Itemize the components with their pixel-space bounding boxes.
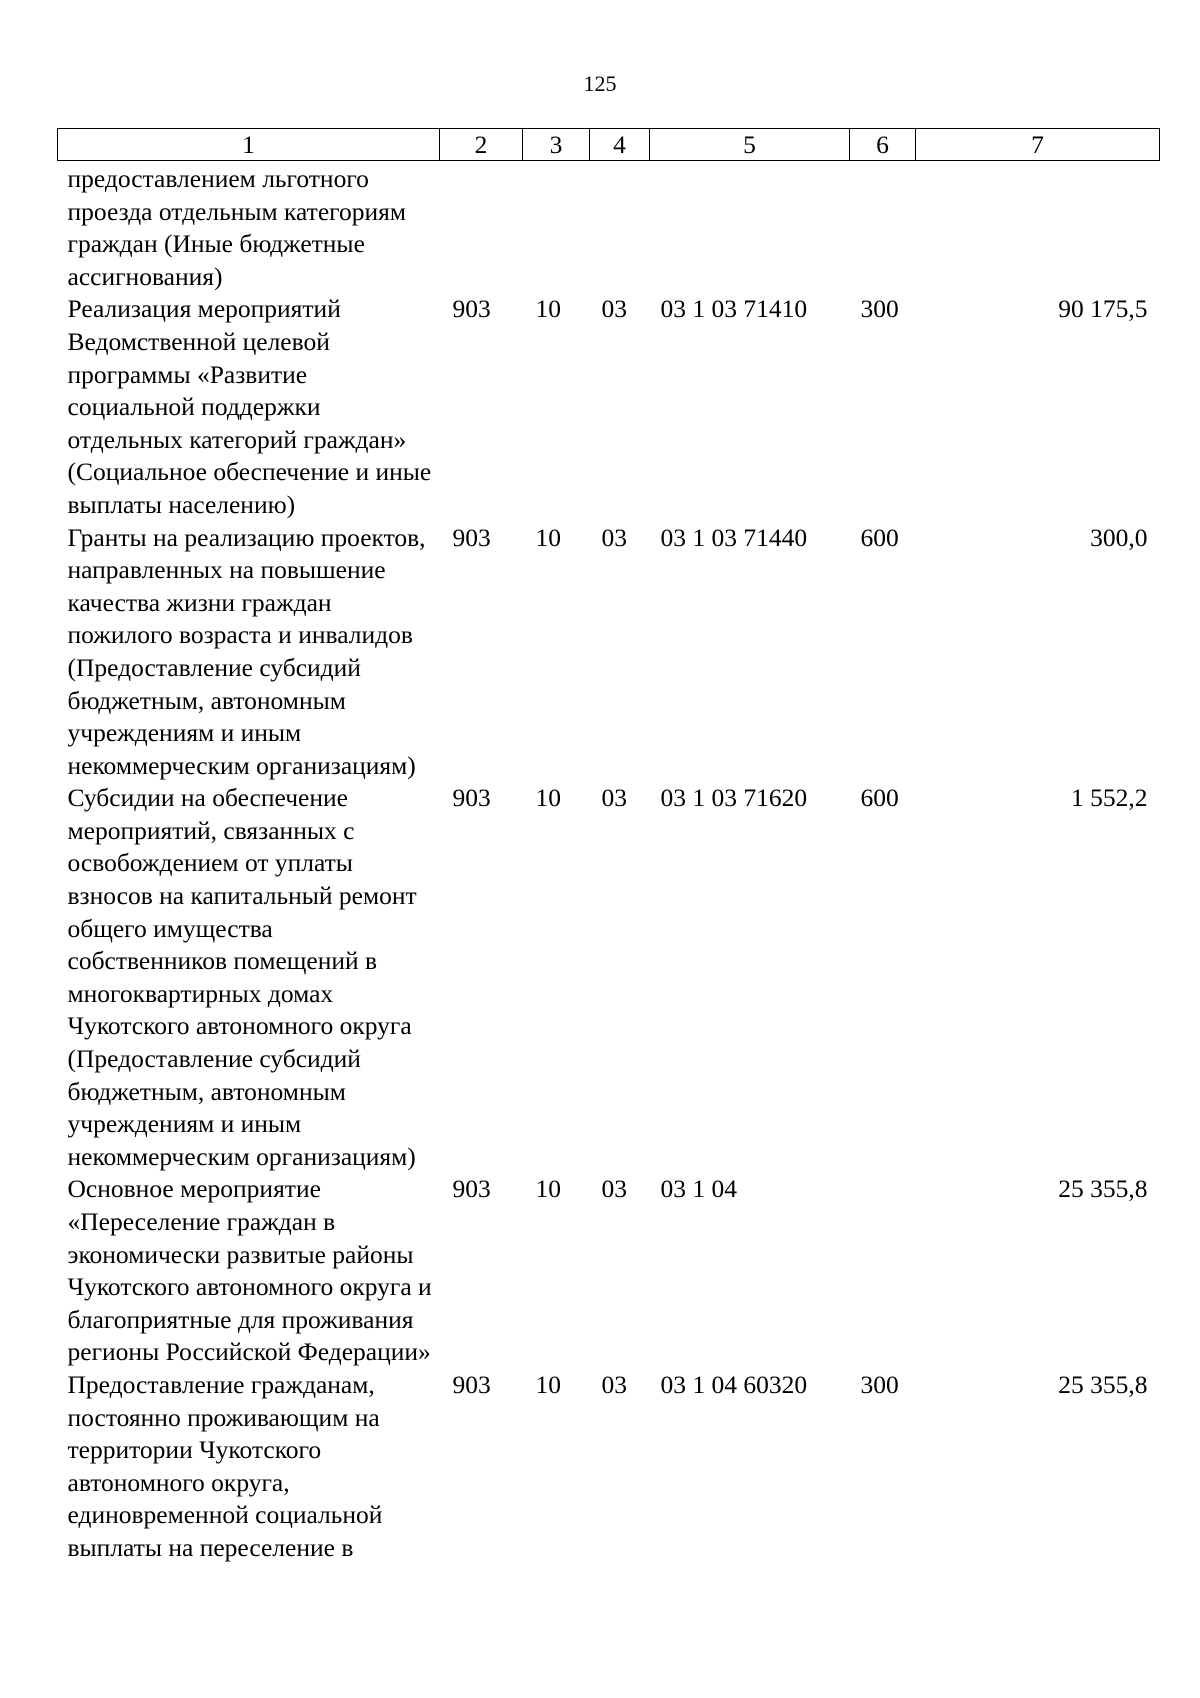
row-description: Субсидии на обеспечение мероприятий, связанных с освобождением от уплаты взносов на капитальный ремонт общего имущества собственников помещений в многоквартирных домах Чукотского автономного округа (Предоставление субсидий бюджетным, автономным учреждениям и иным некоммерческим организациям)	[67, 783, 417, 1171]
row-section: 10	[535, 1174, 561, 1204]
row-target-article: 03 1 04	[660, 1174, 737, 1204]
row-expense-type: 600	[860, 783, 899, 813]
row-amount: 90 175,5	[1058, 294, 1148, 324]
row-target-article: 03 1 03 71440	[660, 522, 808, 552]
table-row	[58, 293, 1160, 521]
row-subsection: 03	[601, 783, 627, 813]
row-expense-type	[850, 161, 916, 294]
page-number: 125	[583, 71, 617, 96]
row-admin-code: 903	[452, 1174, 491, 1204]
row-subsection: 03	[601, 522, 627, 552]
row-expense-type: 300	[860, 1369, 899, 1399]
row-target-article: 03 1 04 60320	[660, 1369, 808, 1399]
budget-table	[57, 128, 1160, 1565]
row-description: Гранты на реализацию проектов, направленных на повышение качества жизни граждан пожилого возраста и инвалидов (Предоставление субсидий бюджетным, автономным учреждениям и иным некоммерческим организациям)	[67, 522, 426, 780]
row-target-article	[650, 161, 850, 294]
row-subsection: 03	[601, 1369, 627, 1399]
row-description: Основное мероприятие «Переселение граждан в экономически развитые районы Чукотского автономного округа и благоприятные для проживания регионы Российской Федерации»	[67, 1174, 432, 1367]
table-row	[58, 782, 1160, 1173]
table-row	[58, 1369, 1160, 1565]
row-section: 10	[535, 522, 561, 552]
row-amount: 25 355,8	[1058, 1174, 1148, 1204]
header-cell-3: 3	[523, 129, 590, 161]
row-expense-type: 300	[860, 294, 899, 324]
table-row	[58, 1173, 1160, 1369]
row-admin-code: 903	[452, 522, 491, 552]
header-cell-5: 5	[650, 129, 850, 161]
header-row	[58, 129, 1160, 161]
row-section: 10	[535, 294, 561, 324]
row-admin-code: 903	[452, 783, 491, 813]
row-amount	[916, 161, 1160, 294]
header-cell-2: 2	[440, 129, 523, 161]
row-admin-code	[440, 161, 523, 294]
row-admin-code: 903	[452, 294, 491, 324]
row-section: 10	[535, 1369, 561, 1399]
header-cell-6: 6	[850, 129, 916, 161]
row-target-article: 03 1 03 71620	[660, 783, 808, 813]
header-cell-1: 1	[58, 129, 440, 161]
row-description: Реализация мероприятий Ведомственной целевой программы «Развитие социальной поддержки отдельных категорий граждан» (Социальное обеспечение и иные выплаты населению)	[67, 294, 432, 519]
row-target-article: 03 1 03 71410	[660, 294, 808, 324]
row-subsection: 03	[601, 294, 627, 324]
row-amount: 25 355,8	[1058, 1369, 1148, 1399]
row-description: Предоставление гражданам, постоянно проживающим на территории Чукотского автономного округа, единовременной социальной выплаты на переселение в	[67, 1369, 383, 1562]
table-row	[58, 161, 1160, 294]
header-cell-4: 4	[590, 129, 650, 161]
table-row	[58, 522, 1160, 783]
row-section	[523, 161, 590, 294]
row-section: 10	[535, 783, 561, 813]
row-expense-type: 600	[860, 522, 899, 552]
row-subsection	[590, 161, 650, 294]
row-admin-code: 903	[452, 1369, 491, 1399]
row-amount: 1 552,2	[1071, 783, 1148, 813]
row-expense-type	[850, 1173, 916, 1369]
row-description: предоставлением льготного проезда отдельным категориям граждан (Иные бюджетные ассигнования)	[67, 164, 406, 291]
row-amount: 300,0	[1090, 522, 1148, 552]
header-cell-7: 7	[916, 129, 1160, 161]
row-subsection: 03	[601, 1174, 627, 1204]
